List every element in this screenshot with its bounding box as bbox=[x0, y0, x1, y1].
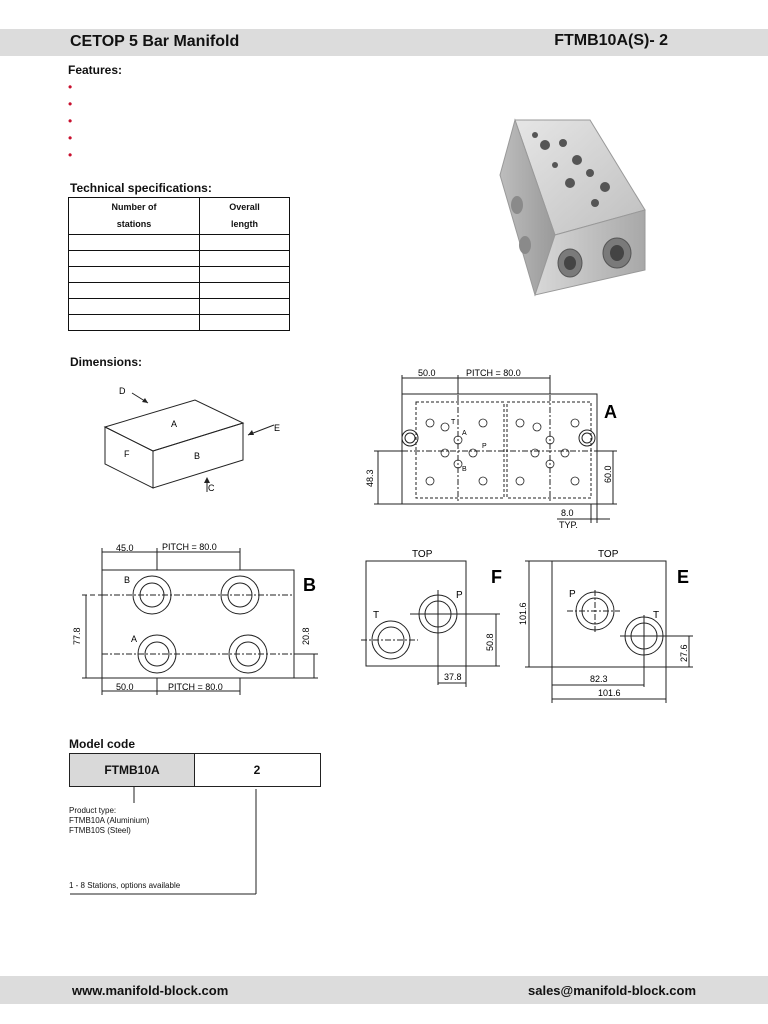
view-b-letter: B bbox=[303, 575, 316, 595]
iso-label-f: F bbox=[124, 449, 130, 459]
view-b-port-b: B bbox=[124, 575, 131, 585]
spec-table bbox=[68, 197, 290, 331]
table-row bbox=[69, 235, 290, 251]
view-e-dim-h2: 101.6 bbox=[598, 688, 621, 698]
view-b-port-a: A bbox=[131, 634, 138, 644]
iso-label-c: C bbox=[208, 483, 215, 493]
email-link[interactable]: sales@manifold-block.com bbox=[528, 983, 696, 998]
view-a-port-p: P bbox=[482, 443, 487, 450]
iso-label-d: D bbox=[119, 386, 126, 396]
view-f-drawing bbox=[360, 545, 505, 690]
view-a-port-t: T bbox=[451, 419, 456, 426]
view-b-drawing bbox=[68, 538, 330, 700]
view-f-top: TOP bbox=[412, 549, 433, 560]
iso-label-a: A bbox=[171, 419, 178, 429]
view-a-port-a: A bbox=[462, 430, 467, 437]
view-f-dim-h: 37.8 bbox=[444, 672, 462, 682]
view-b-top-offset: 45.0 bbox=[116, 543, 134, 553]
view-b-top-pitch: PITCH = 80.0 bbox=[162, 542, 217, 552]
spec-col-stations: Number of stations bbox=[69, 198, 200, 235]
view-a-height-right: 60.0 bbox=[603, 465, 613, 483]
model-code-type-box: FTMB10A bbox=[69, 753, 195, 787]
view-f-letter: F bbox=[491, 567, 502, 587]
table-row bbox=[69, 267, 290, 283]
website-link[interactable]: www.manifold-block.com bbox=[72, 983, 229, 998]
view-a-edge-note: TYP. bbox=[559, 520, 578, 530]
view-a-edge: 8.0 bbox=[561, 508, 574, 518]
feature-bullet: • bbox=[68, 80, 73, 94]
view-e-port-p: P bbox=[569, 589, 576, 600]
table-row bbox=[69, 299, 290, 315]
model-code-heading: Model code bbox=[69, 737, 136, 751]
view-e-dim-h1: 82.3 bbox=[590, 674, 608, 684]
view-e-top: TOP bbox=[598, 549, 619, 560]
stations-note: 1 - 8 Stations, options available bbox=[69, 881, 181, 890]
view-f-dim-v: 50.8 bbox=[485, 633, 495, 651]
view-a-drawing bbox=[365, 365, 625, 535]
isometric-sketch bbox=[90, 380, 300, 500]
view-a-height-left: 48.3 bbox=[365, 469, 375, 487]
view-a-offset: 50.0 bbox=[418, 368, 436, 378]
page-title: CETOP 5 Bar Manifold bbox=[70, 33, 240, 50]
view-f-port-t: T bbox=[373, 610, 380, 621]
iso-label-e: E bbox=[274, 423, 281, 433]
view-e-dim-left: 101.6 bbox=[518, 602, 528, 625]
product-code: FTMB10A(S)- 2 bbox=[554, 32, 668, 49]
table-row bbox=[69, 283, 290, 299]
view-b-height-left: 77.8 bbox=[72, 627, 82, 645]
spec-heading: Technical specifications: bbox=[70, 181, 212, 195]
feature-bullet: • bbox=[68, 148, 73, 162]
model-code-stations-box: 2 bbox=[194, 753, 321, 787]
view-e-drawing bbox=[515, 545, 700, 705]
features-heading: Features: bbox=[68, 63, 123, 77]
view-e-port-t: T bbox=[653, 610, 660, 621]
table-row bbox=[69, 315, 290, 331]
view-a-pitch: PITCH = 80.0 bbox=[466, 368, 521, 378]
view-e-letter: E bbox=[677, 567, 690, 587]
feature-bullet: • bbox=[68, 131, 73, 145]
feature-bullet: • bbox=[68, 114, 73, 128]
view-f-port-p: P bbox=[456, 590, 463, 601]
product-type-note: Product type: FTMB10A (Aluminium) FTMB10S (Steel) bbox=[69, 806, 150, 835]
table-row bbox=[69, 251, 290, 267]
view-e-dim-right: 27.6 bbox=[679, 644, 689, 662]
dimensions-heading: Dimensions: bbox=[70, 355, 143, 369]
iso-label-b: B bbox=[194, 451, 201, 461]
feature-bullet: • bbox=[68, 97, 73, 111]
view-b-bottom-pitch: PITCH = 80.0 bbox=[168, 682, 223, 692]
view-a-port-b: B bbox=[462, 466, 467, 473]
view-b-bottom-offset: 50.0 bbox=[116, 682, 134, 692]
view-b-height-right: 20.8 bbox=[301, 627, 311, 645]
spec-col-length: Overall length bbox=[200, 198, 290, 235]
view-a-letter: A bbox=[604, 402, 617, 422]
features-list bbox=[68, 82, 72, 167]
manifold-photo bbox=[495, 115, 660, 300]
